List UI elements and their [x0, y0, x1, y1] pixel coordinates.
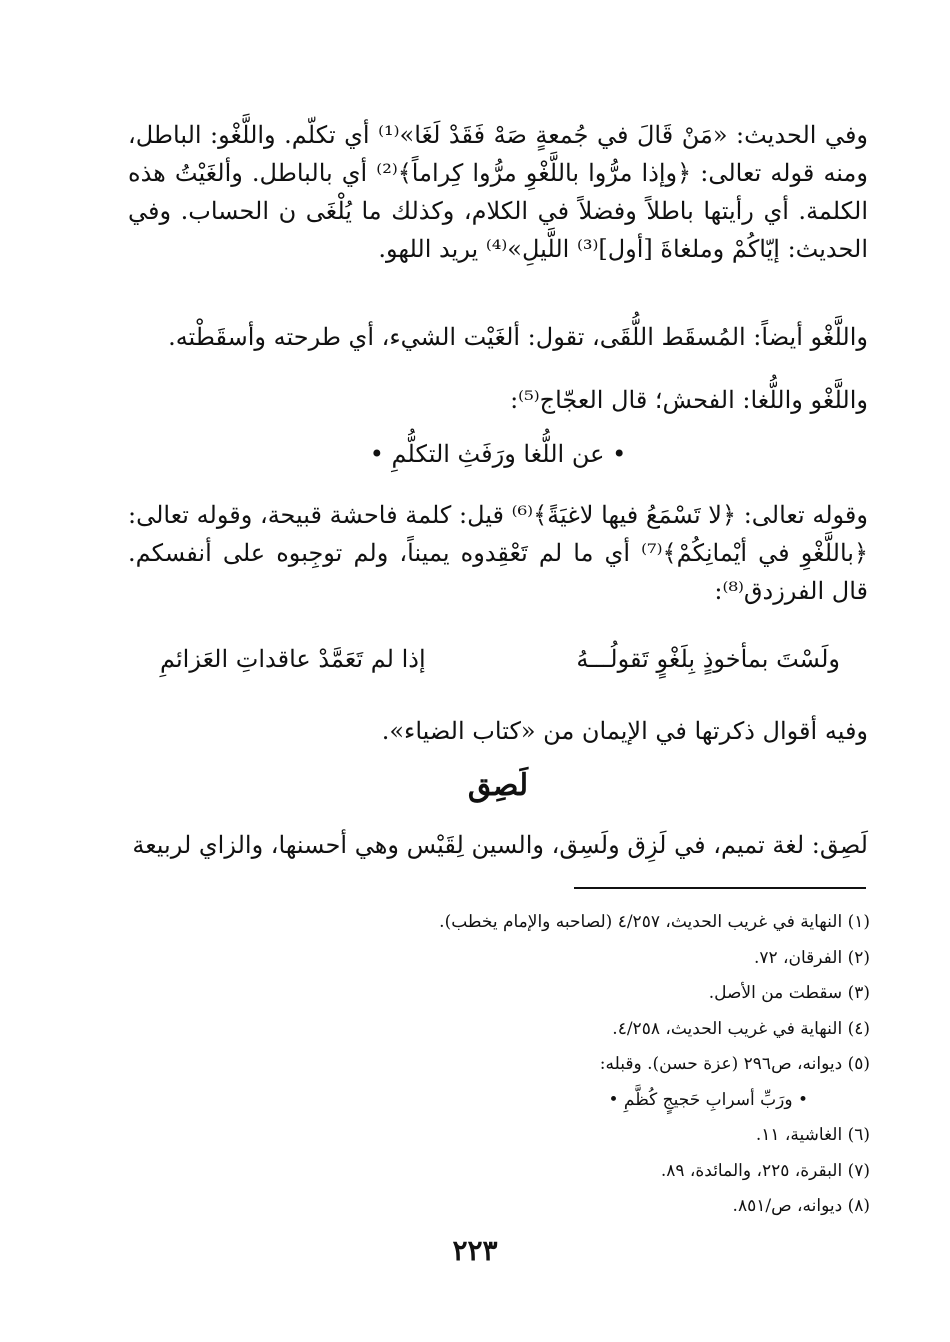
footnote-2: (٢) الفرقان، ٧٢. — [753, 947, 870, 968]
verse-farazdaq — [160, 645, 840, 673]
footnote-7: (٧) البقرة، ٢٢٥، والمائدة، ٨٩. — [660, 1160, 870, 1181]
page-number: ٢٢٣ — [452, 1234, 498, 1267]
entry-heading: لَصِق — [467, 768, 529, 803]
verse-second-hemistich: إذا لم تَعَمَّدْ عاقداتِ العَزائمِ — [160, 645, 426, 673]
paragraph-laghw-discard: واللَّغْو أيضاً: المُسقَط اللُّقَى، تقول: ألغَيْت الشيء، أي طرحته وأسقَطْته. — [168, 323, 868, 351]
footnote-5-verse: • ورَبِّ أسرابِ حَجيجٍ كُظَّمِ • — [608, 1089, 808, 1110]
paragraph-kitab-al-diya: وفيه أقوال ذكرتها في الإيمان من «كتاب الضياء». — [381, 717, 868, 745]
footnote-divider — [574, 887, 866, 889]
footnote-4: (٤) النهاية في غريب الحديث، ٤/٢٥٨. — [612, 1018, 870, 1039]
footnote-3: (٣) سقطت من الأصل. — [708, 983, 870, 1003]
paragraph-quran-laghiya: وقوله تعالى: ﴿لا تَسْمَعُ فيها لاغيَةً﴾⁽⁶⁾ قيل: كلمة فاحشة قبيحة، وقوله تعالى: ﴿باللَّغْوِ في أيْمانِكُمْ﴾⁽⁷⁾ أي ما لم تَعْقِدوه يميناً، ولم توجِبوه على أنفسكم. قال الفرزدق⁽⁸⁾: — [128, 501, 869, 605]
footnote-1: (١) النهاية في غريب الحديث، ٤/٢٥٧ (لصاحبه والإمام يخطب). — [439, 912, 870, 932]
footnote-8: (٨) ديوانه، ص/٨٥١. — [732, 1196, 870, 1216]
footnote-5: (٥) ديوانه، ص٢٩٦ (عزة حسن). وقبله: — [599, 1054, 870, 1074]
verse-first-hemistich: ولَسْتَ بمأخوذٍ بِلَغْوٍ تَقولُـــهُ — [576, 645, 840, 673]
footnotes — [300, 905, 870, 1225]
paragraph-lasiq: لَصِق: لغة تميم، في لَزِق ولَسِق، والسين لِقَيْس وهي أحسنها، والزاي لربيعة — [132, 831, 868, 859]
verse-ajjaj: • عن اللُّغا ورَفَثِ التكلُّمِ • — [369, 440, 627, 468]
paragraph-hadith-laghw: وفي الحديث: «مَنْ قَالَ في جُمعةٍ صَهْ فَقَدْ لَغَا»⁽¹⁾ أي تكلّم. واللَّغْو: الباطل، ومنه قوله تعالى: ﴿وإذا مرُّوا باللَّغْوِ مرُّوا كِراماً﴾⁽²⁾ أي بالباطل. وألغَيْتُ هذه الكلمة. أي رأيتها باطلاً وفضلاً في الكلام، وكذلك ما يُلْغَى ن الحساب. وفي الحديث: إيّاكُمْ وملغاةَ [أول]⁽³⁾ اللَّيلِ»⁽⁴⁾ يريد اللهو. — [128, 121, 869, 263]
footnote-6: (٦) الغاشية، ١١. — [755, 1125, 870, 1145]
paragraph-laghw-obscenity: واللَّغْو واللُّغا: الفحش؛ قال العجّاج⁽⁵⁾: — [510, 386, 868, 414]
